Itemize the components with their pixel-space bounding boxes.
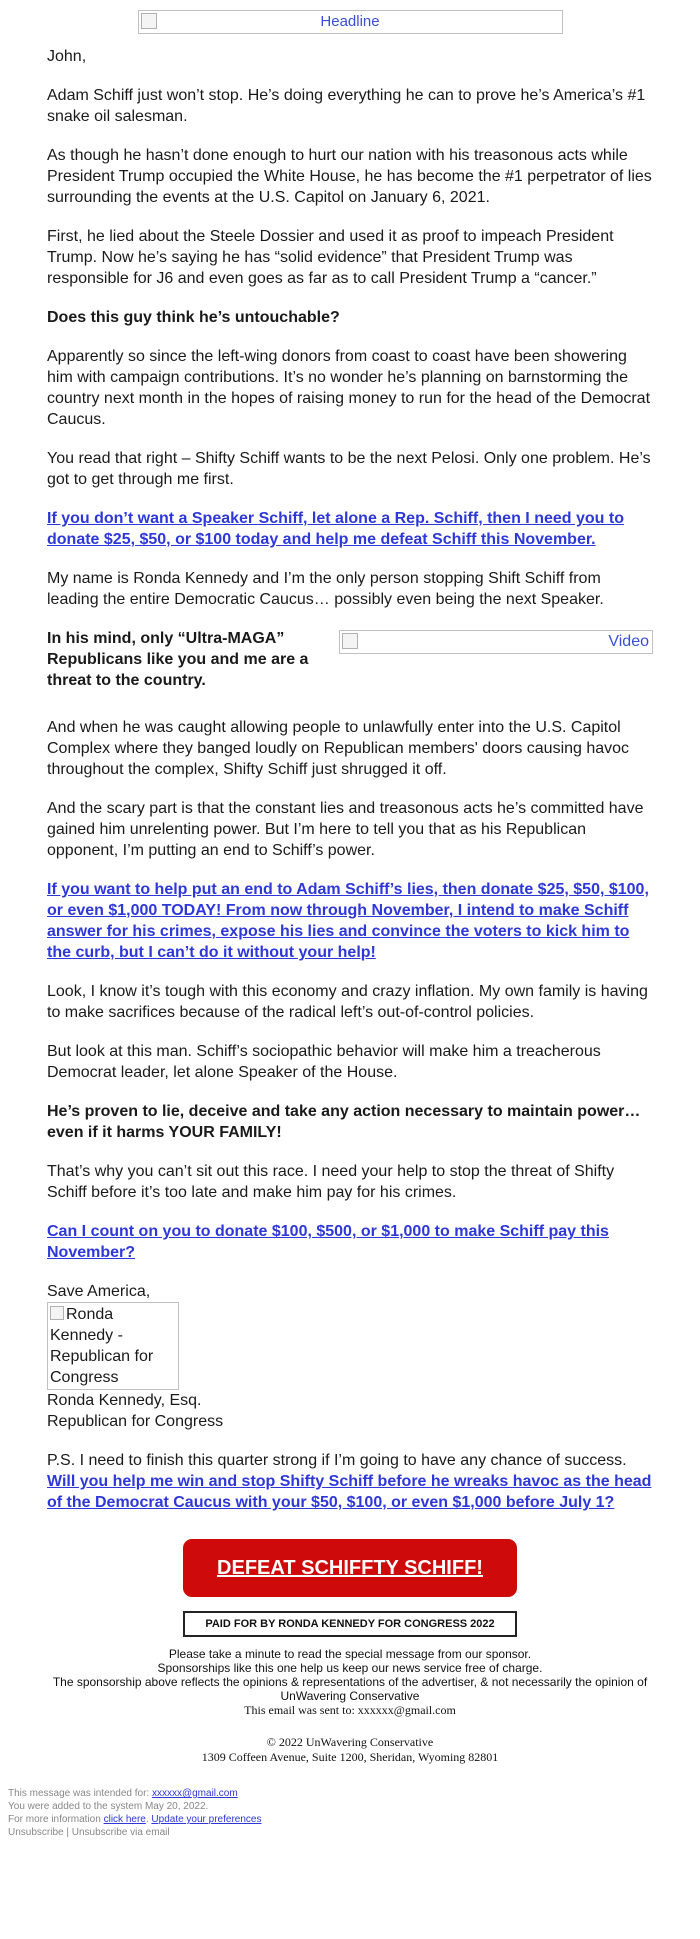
address: 1309 Coffeen Avenue, Suite 1200, Sheridan, Wyoming 82801 [201, 1750, 499, 1764]
donate-link[interactable]: If you don’t want a Speaker Schiff, let alone a Rep. Schiff, then I need you to donate $25, $50, or $100 today and help me defeat Schiff this November. [47, 510, 624, 548]
broken-image-icon [50, 1306, 64, 1320]
postscript-text: P.S. I need to finish this quarter strong if I’m going to have any chance of success. [47, 1452, 627, 1469]
intended-for-line [8, 1787, 700, 1800]
paragraph: That’s why you can’t sit out this race. I need your help to stop the threat of Shifty Schiff before it’s too late and make him pay for his crimes. [47, 1163, 615, 1201]
more-info-line: For more information click here. Update your preferences [8, 1814, 262, 1825]
postscript [47, 1450, 653, 1513]
button-row [0, 1539, 700, 1597]
sponsor-line: Sponsorships like this one help us keep our news service free of charge. [157, 1661, 543, 1675]
paragraph: As though he hasn’t done enough to hurt our nation with his treasonous acts while President Trump occupied the White House, he has become the #1 perpetrator of lies surrounding the events at the U.S. Capitol on January 6, 2021. [47, 147, 652, 206]
paragraph: And when he was caught allowing people to unlawfully enter into the U.S. Capitol Complex where they banged loudly on Republican members' doors causing havoc throughout the complex, Shifty Schiff just shrugged it off. [47, 719, 630, 778]
bold-heading [47, 307, 653, 328]
email-body [0, 10, 700, 1839]
sponsor-line: The sponsorship above reflects the opinions & representations of the advertiser, & not necessarily the opinion of UnWavering Conservative [52, 1675, 648, 1703]
update-preferences-link[interactable]: Update your preferences [151, 1814, 262, 1825]
bold-heading: In his mind, only “Ultra-MAGA” Republicans like you and me are a threat to the country. [47, 630, 309, 689]
paragraph: You read that right – Shifty Schiff wants to be the next Pelosi. Only one problem. He’s got to get through me first. [47, 450, 651, 488]
defeat-schiff-button[interactable]: DEFEAT SCHIFFTY SCHIFF! [183, 1539, 517, 1597]
intended-email-link[interactable]: xxxxxx@gmail.com [151, 1788, 238, 1799]
sponsor-line: Please take a minute to read the special message from our sponsor. [168, 1647, 532, 1661]
paragraph: My name is Ronda Kennedy and I’m the only person stopping Shift Schiff from leading the entire Democratic Caucus… possibly even being the next Speaker. [47, 570, 604, 608]
unsubscribe-line [8, 1826, 700, 1839]
headline-image-alt: Headline [320, 13, 380, 30]
video-image-alt: Video [608, 633, 649, 650]
sent-to-line: This email was sent to: xxxxxx@gmail.com [244, 1703, 456, 1717]
heading-with-video [47, 628, 653, 710]
separator: | [66, 1827, 69, 1838]
donate-link[interactable]: If you want to help put an end to Adam Schiff’s lies, then donate $25, $50, $100, or even $1,000 TODAY! From now through November, I intend to make Schiff answer for his crimes, expose his lies and convince the voters to kick him to the curb, but I can’t do it without your help! [47, 881, 649, 961]
headline-image[interactable] [138, 10, 563, 34]
unsubscribe-email-link[interactable]: Unsubscribe via email [71, 1827, 170, 1838]
cta-paragraph [47, 1221, 653, 1263]
added-line: You were added to the system May 20, 2022. [8, 1801, 209, 1812]
sponsor-message [30, 1647, 670, 1717]
signature-image-alt: Ronda Kennedy - Republican for Congress [50, 1306, 154, 1386]
intended-for-label: This message was intended for: [8, 1788, 150, 1799]
video-image[interactable] [339, 630, 653, 654]
paragraph: Apparently so since the left-wing donors from coast to coast have been showering him with campaign contributions. It’s no wonder he’s planning on barnstorming the country next month in the hopes of raising money to run for the head of the Democrat Caucus. [47, 348, 651, 428]
unsubscribe-link[interactable]: Unsubscribe [8, 1827, 64, 1838]
paragraph: Adam Schiff just won’t stop. He’s doing everything he can to prove he’s America’s #1 snake oil salesman. [47, 87, 646, 125]
more-info-label: For more information [8, 1814, 101, 1825]
bold-heading-text: He’s proven to lie, deceive and take any action necessary to maintain power…even if it harms YOUR FAMILY! [47, 1103, 641, 1141]
paragraph: Look, I know it’s tough with this economy and crazy inflation. My own family is having to make sacrifices because of the radical left’s out-of-control policies. [47, 983, 648, 1021]
broken-image-icon [342, 633, 358, 649]
paragraph: First, he lied about the Steele Dossier and used it as proof to impeach President Trump. Now he’s saying he has “solid evidence” that President Trump was responsible for J6 and even goes as far as to call President Trump a “cancer.” [47, 228, 614, 287]
copyright: © 2022 UnWavering Conservative [266, 1735, 434, 1749]
letter-content [47, 34, 653, 1513]
broken-image-icon [141, 13, 157, 29]
bold-heading-text: Does this guy think he’s untouchable? [47, 309, 340, 326]
postscript-donate-link[interactable]: Will you help me win and stop Shifty Schiff before he wreaks havoc as the head of the Democrat Caucus with your $50, $100, or even $1,000 before July 1? [47, 1473, 652, 1511]
greeting: John, [47, 48, 87, 65]
paragraph: But look at this man. Schiff’s sociopathic behavior will make him a treacherous Democrat leader, let alone Speaker of the House. [47, 1043, 601, 1081]
signoff: Save America, [47, 1283, 151, 1300]
signature-image [47, 1302, 179, 1390]
signer-name: Ronda Kennedy, Esq. [47, 1392, 202, 1409]
click-here-link[interactable]: click here [103, 1814, 146, 1825]
signer-title: Republican for Congress [47, 1413, 224, 1430]
paragraph: And the scary part is that the constant lies and treasonous acts he’s committed have gained him unrelenting power. But I’m here to tell you that as his Republican opponent, I’m putting an end to Schiff’s power. [47, 800, 644, 859]
donate-link[interactable]: Can I count on you to donate $100, $500, or $1,000 to make Schiff pay this November? [47, 1223, 609, 1261]
cta-paragraph [47, 879, 653, 963]
footer-fine-print [8, 1787, 700, 1839]
footer-address [0, 1735, 700, 1765]
bold-heading [47, 1101, 653, 1143]
cta-paragraph [47, 508, 653, 550]
paid-for-disclaimer: PAID FOR BY RONDA KENNEDY FOR CONGRESS 2022 [183, 1611, 517, 1637]
